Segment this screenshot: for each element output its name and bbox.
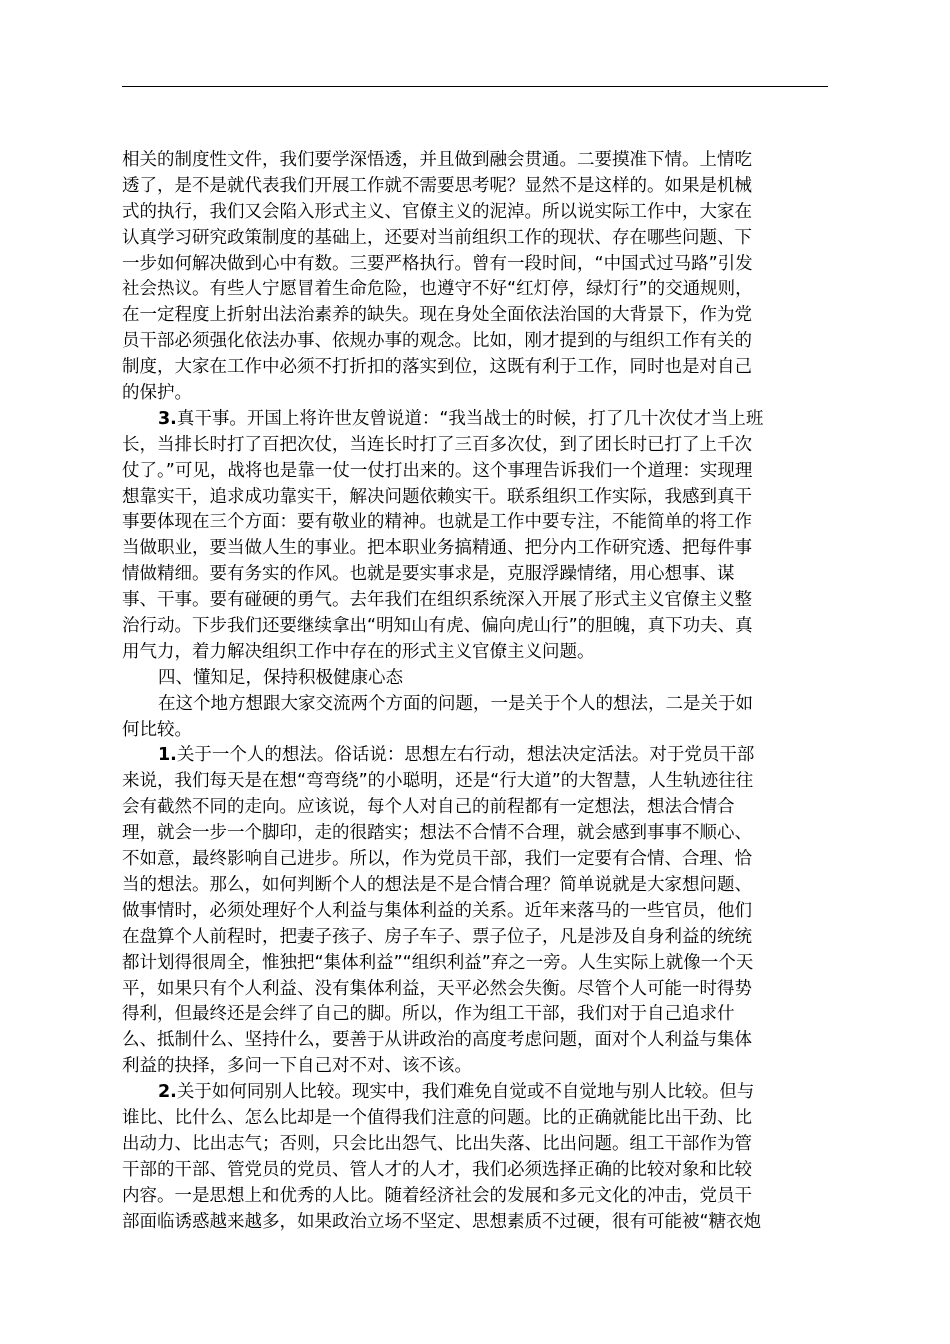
text-line-first [122, 407, 828, 433]
text-line: 出动力、比出志气；否则，只会比出怨气、比出失落、比出问题。组工干部作为管 [122, 1133, 752, 1154]
text-line: 关于一个人的想法。俗话说：思想左右行动，想法决定活法。对于党员干部 [176, 745, 755, 766]
item-number: 2. [158, 1082, 177, 1103]
text-line: 透了，是不是就代表我们开展工作就不需要思考呢？显然不是这样的。如果是机械 [122, 175, 752, 196]
text-line: 情做精细。要有务实的作风。也就是要实事求是，克服浮躁情绪，用心想事、谋 [122, 564, 735, 585]
text-line: 么、抵制什么、坚持什么，要善于从讲政治的高度考虑问题，面对个人利益与集体 [122, 1030, 752, 1051]
text-line: 关于如何同别人比较。现实中，我们难免自觉或不自觉地与别人比较。但与 [176, 1082, 755, 1103]
text-line: 的保护。 [122, 383, 192, 404]
text-line: 当的想法。那么，如何判断个人的想法是不是合情合理？简单说就是大家想问题、 [122, 874, 752, 895]
text-line: 用气力，着力解决组织工作中存在的形式主义官僚主义问题。 [122, 641, 595, 662]
text-line: 在盘算个人前程时，把妻子孩子、房子车子、票子位子，凡是涉及自身利益的统统 [122, 926, 752, 947]
paragraph-4 [122, 692, 828, 744]
text-line: 不如意，最终影响自己进步。所以，作为党员干部，我们一定要有合情、合理、恰 [122, 849, 752, 870]
text-line: 社会热议。有些人宁愿冒着生命危险，也遵守不好“红灯停，绿灯行”的交通规则， [122, 279, 753, 300]
text-line-first [122, 743, 828, 769]
text-line: 相关的制度性文件，我们要学深悟透，并且做到融会贯通。二要摸准下情。上情吃 [122, 150, 752, 170]
text-line: 四、懂知足，保持积极健康心态 [158, 667, 403, 688]
text-line: 事要体现在三个方面：要有敬业的精神。也就是工作中要专注，不能简单的将工作 [122, 512, 752, 533]
paragraph-2 [122, 407, 828, 666]
header-rule [122, 86, 828, 87]
paragraph-1 [122, 148, 828, 407]
text-line: 来说，我们每天是在想“弯弯绕”的小聪明，还是“行大道”的大智慧，人生轨迹往往 [122, 771, 754, 792]
text-line: 平，如果只有个人利益、没有集体利益，天平必然会失衡。尽管个人可能一时得势 [122, 978, 752, 999]
text-line: 仗了。”可见，战将也是靠一仗一仗打出来的。这个事理告诉我们一个道理：实现理 [122, 460, 753, 481]
text-line: 认真学习研究政策制度的基础上，还要对当前组织工作的现状、存在哪些问题、下 [122, 227, 752, 248]
text-line: 在一定程度上折射出法治素养的缺失。现在身处全面依法治国的大背景下，作为党 [122, 305, 752, 326]
item-number: 3. [158, 408, 177, 429]
item-number: 1. [158, 745, 177, 766]
text-line: 制度，大家在工作中必须不打折扣的落实到位，这既有利于工作，同时也是对自己 [122, 357, 752, 378]
text-line: 在这个地方想跟大家交流两个方面的问题，一是关于个人的想法，二是关于如 [158, 693, 753, 714]
document-body [122, 148, 828, 1235]
text-line: 得利，但最终还是会绊了自己的脚。所以，作为组工干部，我们对于自己追求什 [122, 1004, 735, 1025]
text-line: 利益的抉择，多问一下自己对不对、该不该。 [122, 1056, 472, 1077]
section-heading [122, 666, 828, 692]
text-line: 谁比、比什么、怎么比却是一个值得我们注意的问题。比的正确就能比出干劲、比 [122, 1107, 752, 1128]
text-line: 治行动。下步我们还要继续拿出“明知山有虎、偏向虎山行”的胆魄，真下功夫、真 [122, 616, 753, 637]
text-line: 想靠实干，追求成功靠实干，解决问题依赖实干。联系组织工作实际，我感到真干 [122, 486, 752, 507]
text-line: 真干事。开国上将许世友曾说道：“我当战士的时候，打了几十次仗才当上班 [176, 408, 764, 429]
paragraph-5 [122, 743, 828, 1080]
text-line: 何比较。 [122, 719, 192, 740]
text-line: 当做职业，要当做人生的事业。把本职业务搞精通、把分内工作研究透、把每件事 [122, 538, 752, 559]
text-line: 长，当排长时打了百把次仗，当连长时打了三百多次仗，到了团长时已打了上千次 [122, 434, 752, 455]
text-line: 干部的干部、管党员的党员、管人才的人才，我们必须选择正确的比较对象和比较 [122, 1159, 752, 1180]
text-line-first [122, 1080, 828, 1106]
text-line: 做事情时，必须处理好个人利益与集体利益的关系。近年来落马的一些官员，他们 [122, 900, 752, 921]
text-line: 员干部必须强化依法办事、依规办事的观念。比如，刚才提到的与组织工作有关的 [122, 331, 752, 352]
text-line: 一步如何解决做到心中有数。三要严格执行。曾有一段时间，“中国式过马路”引发 [122, 253, 753, 274]
paragraph-6 [122, 1080, 828, 1235]
text-line: 理，就会一步一个脚印，走的很踏实；想法不合情不合理，就会感到事事不顺心、 [122, 823, 752, 844]
text-line: 会有截然不同的走向。应该说，每个人对自己的前程都有一定想法，想法合情合 [122, 797, 735, 818]
text-line: 内容。一是思想上和优秀的人比。随着经济社会的发展和多元文化的冲击，党员干 [122, 1185, 752, 1206]
text-line: 事、干事。要有碰硬的勇气。去年我们在组织系统深入开展了形式主义官僚主义整 [122, 590, 752, 611]
text-line: 都计划得很周全，惟独把“集体利益”“组织利益”弃之一旁。人生实际上就像一个天 [122, 952, 754, 973]
text-line: 式的执行，我们又会陷入形式主义、官僚主义的泥淖。所以说实际工作中，大家在 [122, 201, 752, 222]
text-line: 部面临诱惑越来越多，如果政治立场不坚定、思想素质不过硬，很有可能被“糖衣炮 [122, 1211, 762, 1232]
